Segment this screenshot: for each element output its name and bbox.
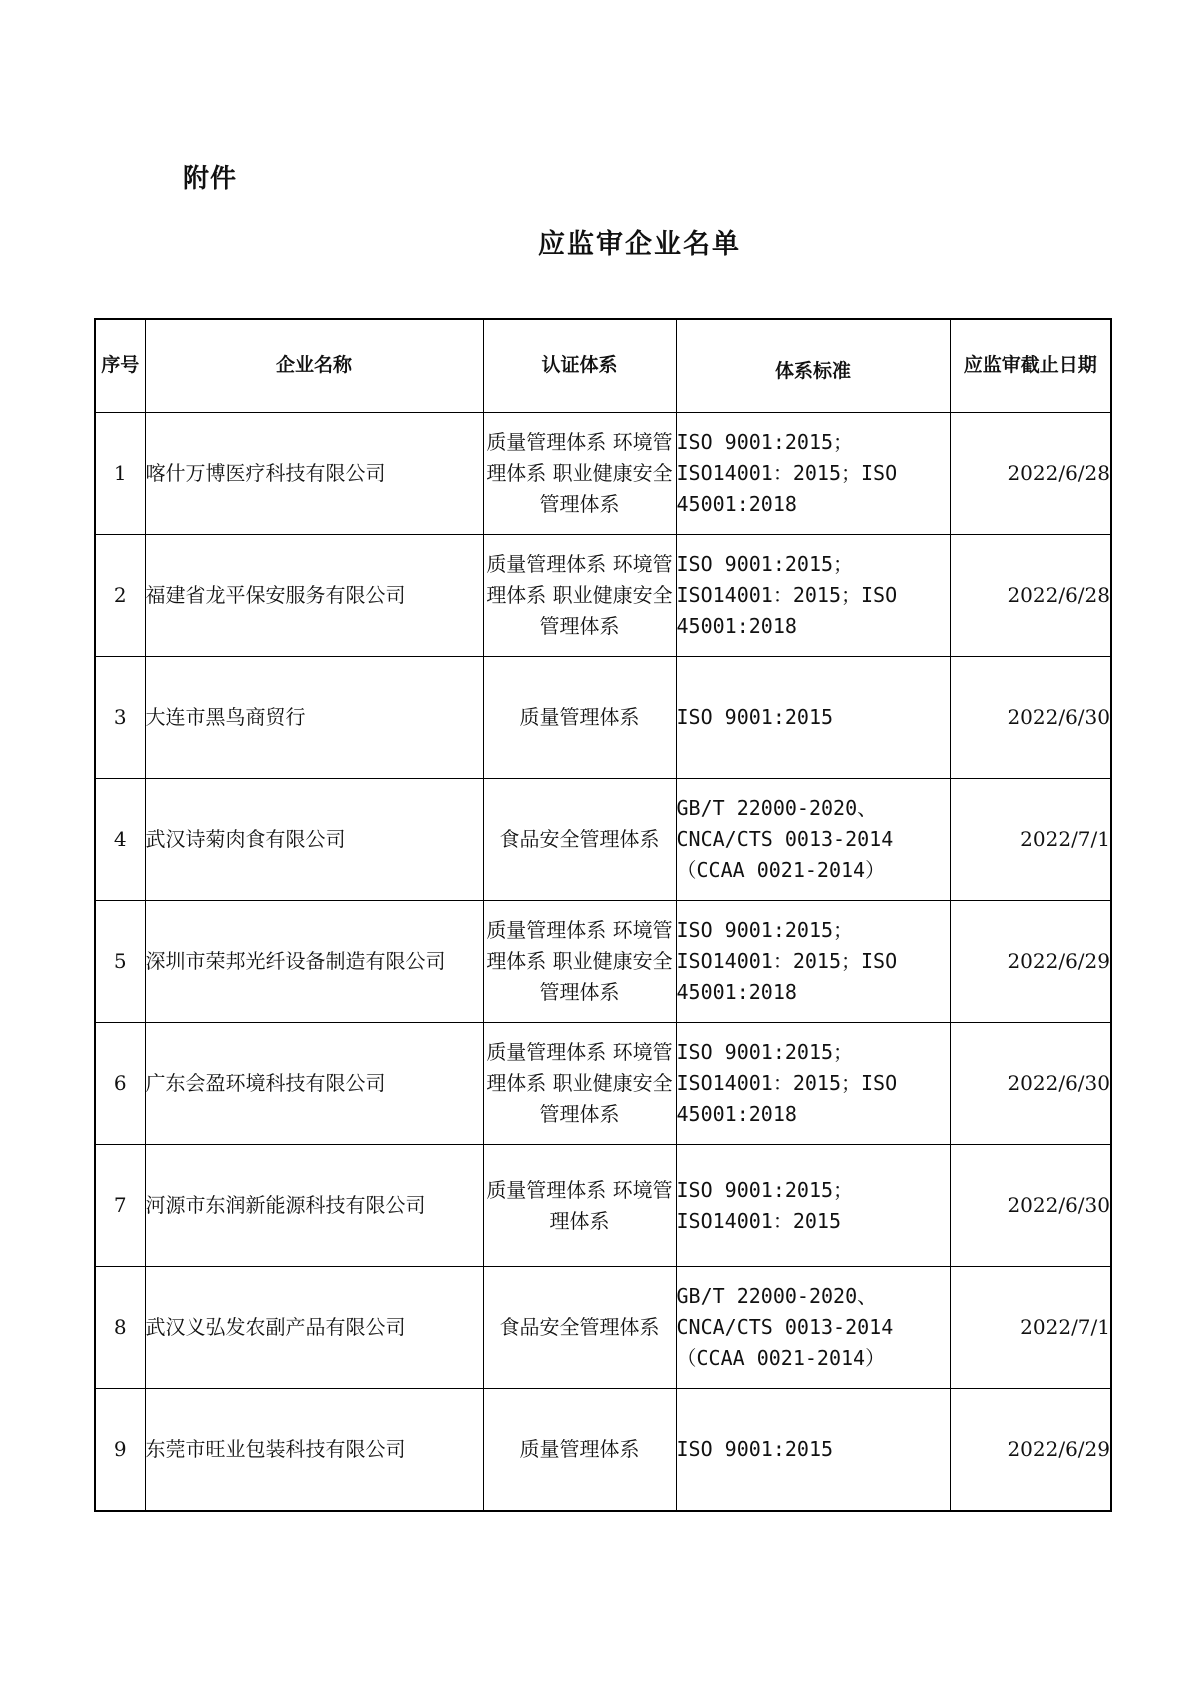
company-name: 喀什万博医疗科技有限公司	[145, 413, 483, 535]
attachment-label: 附件	[183, 164, 238, 194]
audit-company-table	[94, 318, 1112, 1512]
system-standard: ISO 9001:2015； ISO14001：2015；ISO 45001:2018	[676, 901, 950, 1023]
table-body	[95, 413, 1111, 1512]
audit-deadline: 2022/6/30	[950, 1023, 1111, 1145]
column-header-company: 企业名称	[145, 319, 483, 413]
system-standard: ISO 9001:2015； ISO14001：2015	[676, 1145, 950, 1267]
row-index: 3	[95, 657, 145, 779]
certification-system: 质量管理体系 环境管理体系	[483, 1145, 676, 1267]
row-index: 2	[95, 535, 145, 657]
column-header-deadline: 应监审截止日期	[950, 319, 1111, 413]
company-name: 深圳市荣邦光纤设备制造有限公司	[145, 901, 483, 1023]
company-name: 武汉义弘发农副产品有限公司	[145, 1267, 483, 1389]
column-header-index: 序号	[95, 319, 145, 413]
certification-system: 质量管理体系	[483, 657, 676, 779]
row-index: 8	[95, 1267, 145, 1389]
certification-system: 质量管理体系 环境管理体系 职业健康安全管理体系	[483, 535, 676, 657]
table-row	[95, 535, 1111, 657]
table-row	[95, 901, 1111, 1023]
document-title: 应监审企业名单	[538, 229, 741, 260]
table-header	[95, 319, 1111, 413]
certification-system: 质量管理体系 环境管理体系 职业健康安全管理体系	[483, 1023, 676, 1145]
system-standard: ISO 9001:2015； ISO14001：2015；ISO 45001:2018	[676, 1023, 950, 1145]
certification-system: 质量管理体系	[483, 1389, 676, 1512]
company-name: 福建省龙平保安服务有限公司	[145, 535, 483, 657]
company-name: 广东会盈环境科技有限公司	[145, 1023, 483, 1145]
row-index: 9	[95, 1389, 145, 1512]
company-name: 河源市东润新能源科技有限公司	[145, 1145, 483, 1267]
audit-deadline: 2022/6/30	[950, 1145, 1111, 1267]
row-index: 5	[95, 901, 145, 1023]
table-row	[95, 657, 1111, 779]
audit-deadline: 2022/6/28	[950, 535, 1111, 657]
certification-system: 食品安全管理体系	[483, 779, 676, 901]
column-header-system: 认证体系	[483, 319, 676, 413]
company-name: 东莞市旺业包装科技有限公司	[145, 1389, 483, 1512]
row-index: 6	[95, 1023, 145, 1145]
system-standard: ISO 9001:2015； ISO14001：2015；ISO 45001:2018	[676, 535, 950, 657]
column-header-standard: 体系标准	[676, 319, 950, 413]
audit-deadline: 2022/6/28	[950, 413, 1111, 535]
header-row	[95, 319, 1111, 413]
audit-deadline: 2022/7/1	[950, 1267, 1111, 1389]
table-row	[95, 1267, 1111, 1389]
system-standard: GB/T 22000-2020、 CNCA/CTS 0013-2014 （CCAA 0021-2014）	[676, 779, 950, 901]
table-row	[95, 1023, 1111, 1145]
audit-deadline: 2022/6/29	[950, 901, 1111, 1023]
system-standard: ISO 9001:2015； ISO14001：2015；ISO 45001:2018	[676, 413, 950, 535]
table-row	[95, 779, 1111, 901]
certification-system: 质量管理体系 环境管理体系 职业健康安全管理体系	[483, 901, 676, 1023]
system-standard: ISO 9001:2015	[676, 1389, 950, 1512]
system-standard: GB/T 22000-2020、 CNCA/CTS 0013-2014 （CCAA 0021-2014）	[676, 1267, 950, 1389]
row-index: 7	[95, 1145, 145, 1267]
table-row	[95, 1389, 1111, 1512]
company-name: 武汉诗菊肉食有限公司	[145, 779, 483, 901]
company-name: 大连市黑鸟商贸行	[145, 657, 483, 779]
certification-system: 食品安全管理体系	[483, 1267, 676, 1389]
row-index: 4	[95, 779, 145, 901]
table-row	[95, 1145, 1111, 1267]
audit-deadline: 2022/6/30	[950, 657, 1111, 779]
row-index: 1	[95, 413, 145, 535]
audit-deadline: 2022/7/1	[950, 779, 1111, 901]
certification-system: 质量管理体系 环境管理体系 职业健康安全管理体系	[483, 413, 676, 535]
audit-deadline: 2022/6/29	[950, 1389, 1111, 1512]
table-row	[95, 413, 1111, 535]
system-standard: ISO 9001:2015	[676, 657, 950, 779]
